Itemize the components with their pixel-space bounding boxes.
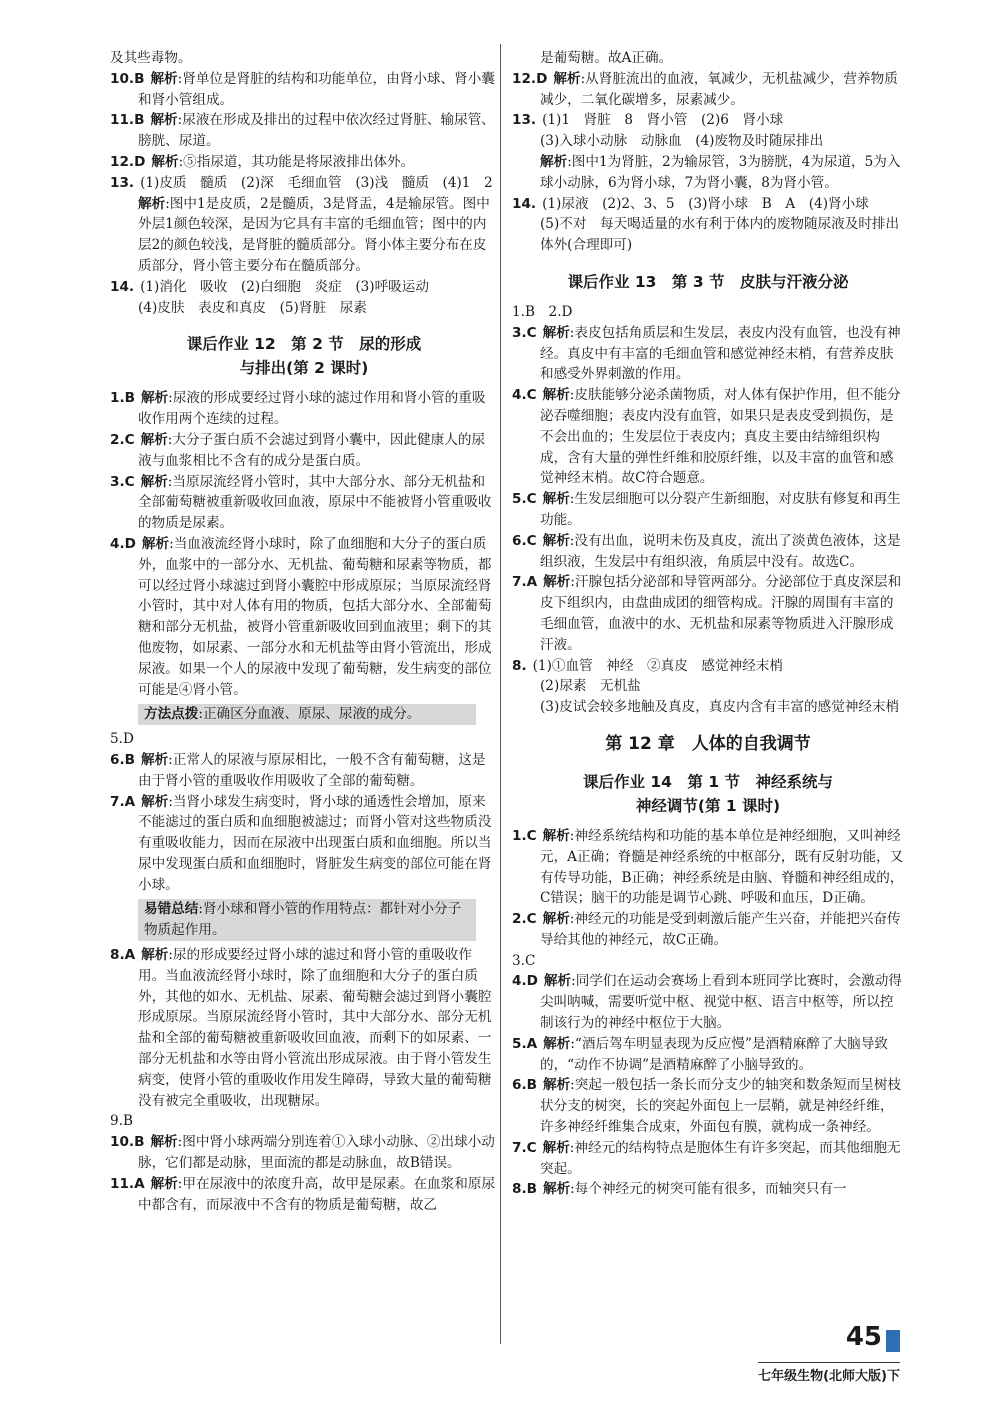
answer-12b: 12.D 解析:从肾脏流出的血液，氧减少，无机盐减少，营养物质减少，二氧化碳增多，尿素减少。 bbox=[512, 70, 898, 108]
answer-7: 7.A 解析:当肾小球发生病变时，肾小球的通透性会增加，原来不能滤过的蛋白质和血细胞被滤过；而肾小管对这些物质没有重吸收能力，因而在尿液中出现蛋白质和血细胞。所以当尿中发现蛋白质和血细胞时，肾脏发生病变的部位可能在肾小球。 bbox=[110, 793, 492, 893]
text-line: 是葡萄糖。故A正确。 bbox=[540, 50, 673, 66]
answer-13: 13. (1)皮质 髓质 (2)深 毛细血管 (3)浅 髓质 (4)1 2 bbox=[110, 174, 493, 191]
answer-1c: 1.C 解析:神经系统结构和功能的基本单位是神经细胞，又叫神经元，A正确；脊髓是神经系统的中枢部分，既有反射功能，又有传导功能，B正确；神经系统是由脑、脊髓和神经组成的，C错误；脑干的功能是调节心跳、呼吸和血压，D正确。 bbox=[512, 827, 904, 907]
answer-8c: 8.B 解析:每个神经元的树突可能有很多，而轴突只有一 bbox=[512, 1181, 847, 1198]
answer-1: 1.B 解析:尿液的形成要经过肾小球的滤过作用和肾小管的重吸收作用两个连续的过程。 bbox=[110, 390, 486, 428]
method-tip-box: 方法点拨:正确区分血液、原尿、尿液的成分。 bbox=[138, 704, 476, 725]
answer-14b-line2: (5)不对 每天喝适量的水有利于体内的废物随尿液及时排出体外(合理即可) bbox=[540, 216, 900, 254]
answer-7c: 7.C 解析:神经元的结构特点是胞体生有许多突起，而其他细胞无突起。 bbox=[512, 1139, 901, 1177]
answer-4b: 4.C 解析:皮肤能够分泌杀菌物质，对人体有保护作用，但不能分泌吞噬细胞；表皮内没有血管，如果只是表皮受到损伤，是不会出血的；生发层位于表皮内；真皮主要由结缔组织构成，含有大量的弹性纤维和胶原纤维，以及丰富的血管和感觉神经末梢。故C符合题意。 bbox=[512, 387, 901, 487]
chapter-heading-12: 第 12 章 人体的自我调节 bbox=[605, 733, 811, 754]
answer-2c: 2.C 解析:神经元的功能是受到刺激后能产生兴奋，并能把兴奋传导给其他的神经元，故C正确。 bbox=[512, 911, 901, 948]
answer-3b: 3.C 解析:表皮包括角质层和生发层，表皮内没有血管，也没有神经。真皮中有丰富的毛细血管和感觉神经末梢，有营养皮肤和感受外界刺激的作用。 bbox=[512, 324, 901, 383]
answer-11b: 11.A 解析:甲在尿液中的浓度升高，故甲是尿素。在血浆和原尿中都含有，而尿液中不含有的物质是葡萄糖，故乙 bbox=[110, 1175, 496, 1213]
answer-14: 14. (1)消化 吸收 (2)白细胞 炎症 (3)呼吸运动 bbox=[110, 278, 429, 295]
answer-9: 9.B bbox=[110, 1113, 133, 1130]
answer-6c: 6.B 解析:突起一般包括一条长而分支少的轴突和数条短而呈树枝状分支的树突，长的突起外面包上一层鞘，就是神经纤维，许多神经纤维集合成束，外面包有膜，就构成一条神经。 bbox=[512, 1077, 901, 1136]
answer-5b: 5.C 解析:生发层细胞可以分裂产生新细胞，对皮肤有修复和再生功能。 bbox=[512, 491, 901, 528]
text-line: 及其些毒物。 bbox=[110, 50, 192, 66]
error-summary-box: 易错总结:肾小球和肾小管的作用特点：都针对小分子物质起作用。 bbox=[138, 899, 476, 941]
answer-5: 5.D bbox=[110, 731, 134, 748]
answer-13b-analysis: 解析:图中1为肾脏，2为输尿管，3为膀胱，4为尿道，5为入球小动脉，6为肾小球，7为肾小囊，8为肾小管。 bbox=[540, 153, 901, 191]
section-heading-14: 课后作业 14 第 1 节 神经系统与 神经调节(第 1 课时) bbox=[582, 772, 834, 815]
answer-3c: 3.C bbox=[512, 952, 536, 969]
answer-5c: 5.A 解析:“酒后驾车明显表现为反应慢”是酒精麻醉了大脑导致的，“动作不协调”是酒精麻醉了小脑导致的。 bbox=[512, 1035, 888, 1073]
answer-14-line2: (4)皮肤 表皮和真皮 (5)肾脏 尿素 bbox=[138, 299, 367, 316]
right-column bbox=[512, 48, 904, 1200]
answer-10b: 10.B 解析:图中肾小球两端分别连着①入球小动脉、②出球小动脉，它们都是动脉，里面流的都是动脉血，故B错误。 bbox=[110, 1134, 495, 1172]
answer-2: 2.C 解析:大分子蛋白质不会滤过到肾小囊中，因此健康人的尿液与血浆相比不含有的成分是蛋白质。 bbox=[110, 431, 486, 469]
answer-4c: 4.D 解析:同学们在运动会赛场上看到本班同学比赛时，会激动得尖叫呐喊，需要听觉中枢、视觉中枢、语言中枢等，所以控制该行为的神经中枢位于大脑。 bbox=[512, 973, 902, 1032]
answer-3: 3.C 解析:当原尿流经肾小管时，其中大部分水、部分无机盐和全部葡萄糖被重新吸收回血液，原尿中不能被肾小管重吸收的物质是尿素。 bbox=[110, 473, 492, 532]
book-title: 七年级生物(北师大版)下 bbox=[758, 1362, 900, 1384]
answer-8b-line2: (2)尿素 无机盐 bbox=[540, 678, 641, 695]
page-number: 45 bbox=[845, 1322, 882, 1352]
answer-8b: 8. (1)①血管 神经 ②真皮 感觉神经末梢 bbox=[512, 657, 783, 674]
answer-6: 6.B 解析:正常人的尿液与原尿相比，一般不含有葡萄糖，这是由于肾小管的重吸收作用吸收了全部的葡萄糖。 bbox=[110, 751, 486, 789]
section-heading-12: 课后作业 12 第 2 节 尿的形成 与排出(第 2 课时) bbox=[186, 335, 422, 378]
answer-13-analysis: 解析:图中1是皮质，2是髓质，3是肾盂，4是输尿管。图中外层1颜色较深，是因为它具有丰富的毛细血管；图中的内层2的颜色较浅，是肾脏的髓质部分。肾小体主要分布在皮质部分，肾小管主要分布在髓质部分。 bbox=[138, 195, 490, 274]
answer-8: 8.A 解析:尿的形成要经过肾小球的滤过和肾小管的重吸收作用。当血液流经肾小球时，除了血细胞和大分子的蛋白质外，其他的如水、无机盐、尿素、葡萄糖会滤过到肾小囊腔形成原尿。当原尿流经肾小管时，其中大部分水、部分无机盐和全部的葡萄糖被重新吸收回血液，而剩下的如尿素、一部分无机盐和水等由肾小管流出形成尿液。由于肾小管发生病变，使肾小管的重吸收作用发生障碍，导致大量的葡萄糖没有被完全重吸收，出现糖尿。 bbox=[110, 947, 492, 1109]
column-divider bbox=[500, 44, 501, 1344]
answer-4: 4.D 解析:当血液流经肾小球时，除了血细胞和大分子的蛋白质外，血浆中的一部分水、无机盐、葡萄糖和尿素等物质，都可以经过肾小球滤过到肾小囊腔中形成原尿；当原尿流经肾小管时，其中对人体有用的物质，包括大部分水、全部葡萄糖和部分无机盐，被肾小管重新吸收回到血液里；剩下的其他废物，如尿素、一部分水和无机盐等由肾小管流出，形成尿液。如果一个人的尿液中发现了葡萄糖，发生病变的部位可能是④肾小管。 bbox=[110, 535, 492, 698]
answer-14b: 14. (1)尿液 (2)2、3、5 (3)肾小球 B A (4)肾小球 bbox=[512, 195, 869, 212]
answer-10: 10.B 解析:肾单位是肾脏的结构和功能单位，由肾小球、肾小囊和肾小管组成。 bbox=[110, 70, 495, 108]
answer-7b: 7.A 解析:汗腺包括分泌部和导管两部分。分泌部位于真皮深层和皮下组织内，由盘曲成团的细管构成。汗腺的周围有丰富的毛细血管，血液中的水、无机盐和尿素等物质进入汗腺形成汗液。 bbox=[512, 574, 902, 653]
answer-11: 11.B 解析:尿液在形成及排出的过程中依次经过肾脏、输尿管、膀胱、尿道。 bbox=[110, 112, 495, 150]
answer-12: 12.D 解析:⑤指尿道，其功能是将尿液排出体外。 bbox=[110, 153, 415, 170]
answer-13b: 13. (1)1 肾脏 8 肾小管 (2)6 肾小球 bbox=[512, 112, 784, 129]
answer-8b-line3: (3)皮试会较多地触及真皮，真皮内含有丰富的感觉神经末梢 bbox=[540, 699, 900, 716]
page-corner-flag bbox=[886, 1330, 900, 1352]
section-heading-13: 课后作业 13 第 3 节 皮肤与汗液分泌 bbox=[567, 272, 849, 291]
answer-6b: 6.C 解析:没有出血，说明未伤及真皮，流出了淡黄色液体，这是组织液，生发层中有组织液，角质层中没有。故选C。 bbox=[512, 532, 901, 570]
answer-1-2: 1.B 2.D bbox=[512, 303, 573, 320]
left-column bbox=[110, 48, 498, 1215]
answer-13b-line2: (3)入球小动脉 动脉血 (4)废物及时随尿排出 bbox=[540, 133, 824, 150]
